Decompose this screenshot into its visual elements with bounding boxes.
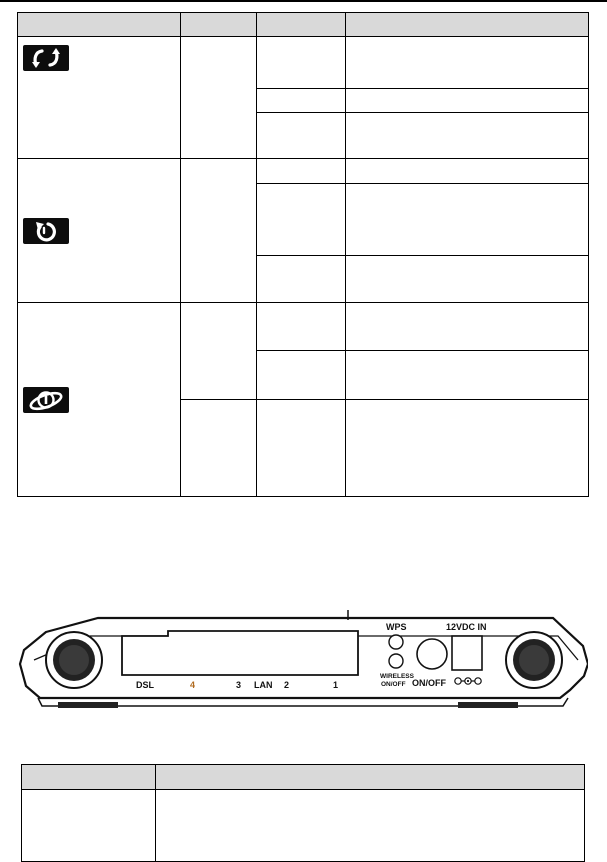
indicator-cell-power — [18, 159, 181, 303]
description-cell — [346, 351, 589, 400]
power-in-label: 12VDC IN — [446, 622, 487, 632]
header-cell-port — [22, 765, 156, 790]
port-3-label: 3 — [236, 680, 242, 690]
power-jack[interactable] — [452, 636, 482, 670]
header-cell-port-description — [156, 765, 585, 790]
wireless-toggle-button[interactable] — [389, 654, 403, 668]
color-cell — [181, 400, 257, 497]
port-1-label: 1 — [333, 680, 339, 690]
onoff-label: ON/OFF — [412, 678, 446, 688]
color-cell — [181, 159, 257, 303]
indicator-cell-sync — [18, 37, 181, 159]
indicator-cell-internet — [18, 303, 181, 497]
status-cell — [257, 400, 346, 497]
table-row — [18, 303, 589, 351]
description-cell — [346, 400, 589, 497]
power-restart-icon — [23, 218, 69, 244]
wps-button[interactable] — [389, 635, 403, 649]
status-cell — [257, 303, 346, 351]
port-2-label: 2 — [284, 680, 290, 690]
header-cell-color — [181, 13, 257, 37]
port-description-cell — [156, 790, 585, 862]
description-cell — [346, 113, 589, 159]
table-row — [18, 159, 589, 184]
wireless-label-line1: WIRELESS — [380, 673, 414, 680]
description-cell — [346, 89, 589, 113]
status-cell — [257, 184, 346, 256]
status-cell — [257, 113, 346, 159]
table-row — [22, 790, 585, 862]
port-4-label: 4 — [190, 680, 196, 690]
left-foot-knob — [46, 632, 102, 688]
description-cell — [346, 303, 589, 351]
right-foot-knob — [506, 632, 562, 688]
indicator-table — [17, 12, 589, 497]
status-cell — [257, 89, 346, 113]
header-cell-indicator — [18, 13, 181, 37]
port-window — [122, 631, 358, 675]
description-cell — [346, 256, 589, 303]
description-cell — [346, 159, 589, 184]
wireless-label-line2: ON/OFF — [381, 681, 406, 688]
description-cell — [346, 37, 589, 89]
description-cell — [346, 184, 589, 256]
header-cell-status — [257, 13, 346, 37]
wps-label: WPS — [386, 622, 407, 632]
color-cell — [181, 37, 257, 159]
status-cell — [257, 351, 346, 400]
indicator-table-header — [18, 13, 589, 37]
lan-label: LAN — [254, 680, 273, 690]
table-row — [18, 37, 589, 89]
status-cell — [257, 37, 346, 89]
port-cell — [22, 790, 156, 862]
sync-arrows-icon — [23, 45, 69, 71]
rear-panel-figure — [18, 602, 588, 712]
dsl-label: DSL — [136, 680, 154, 690]
page-top-rule — [0, 0, 607, 2]
port-table — [21, 764, 585, 862]
port-table-header — [22, 765, 585, 790]
status-cell — [257, 159, 346, 184]
power-switch[interactable] — [417, 639, 447, 669]
color-cell — [181, 303, 257, 400]
status-cell — [257, 256, 346, 303]
internet-globe-icon — [23, 387, 69, 413]
header-cell-description — [346, 13, 589, 37]
